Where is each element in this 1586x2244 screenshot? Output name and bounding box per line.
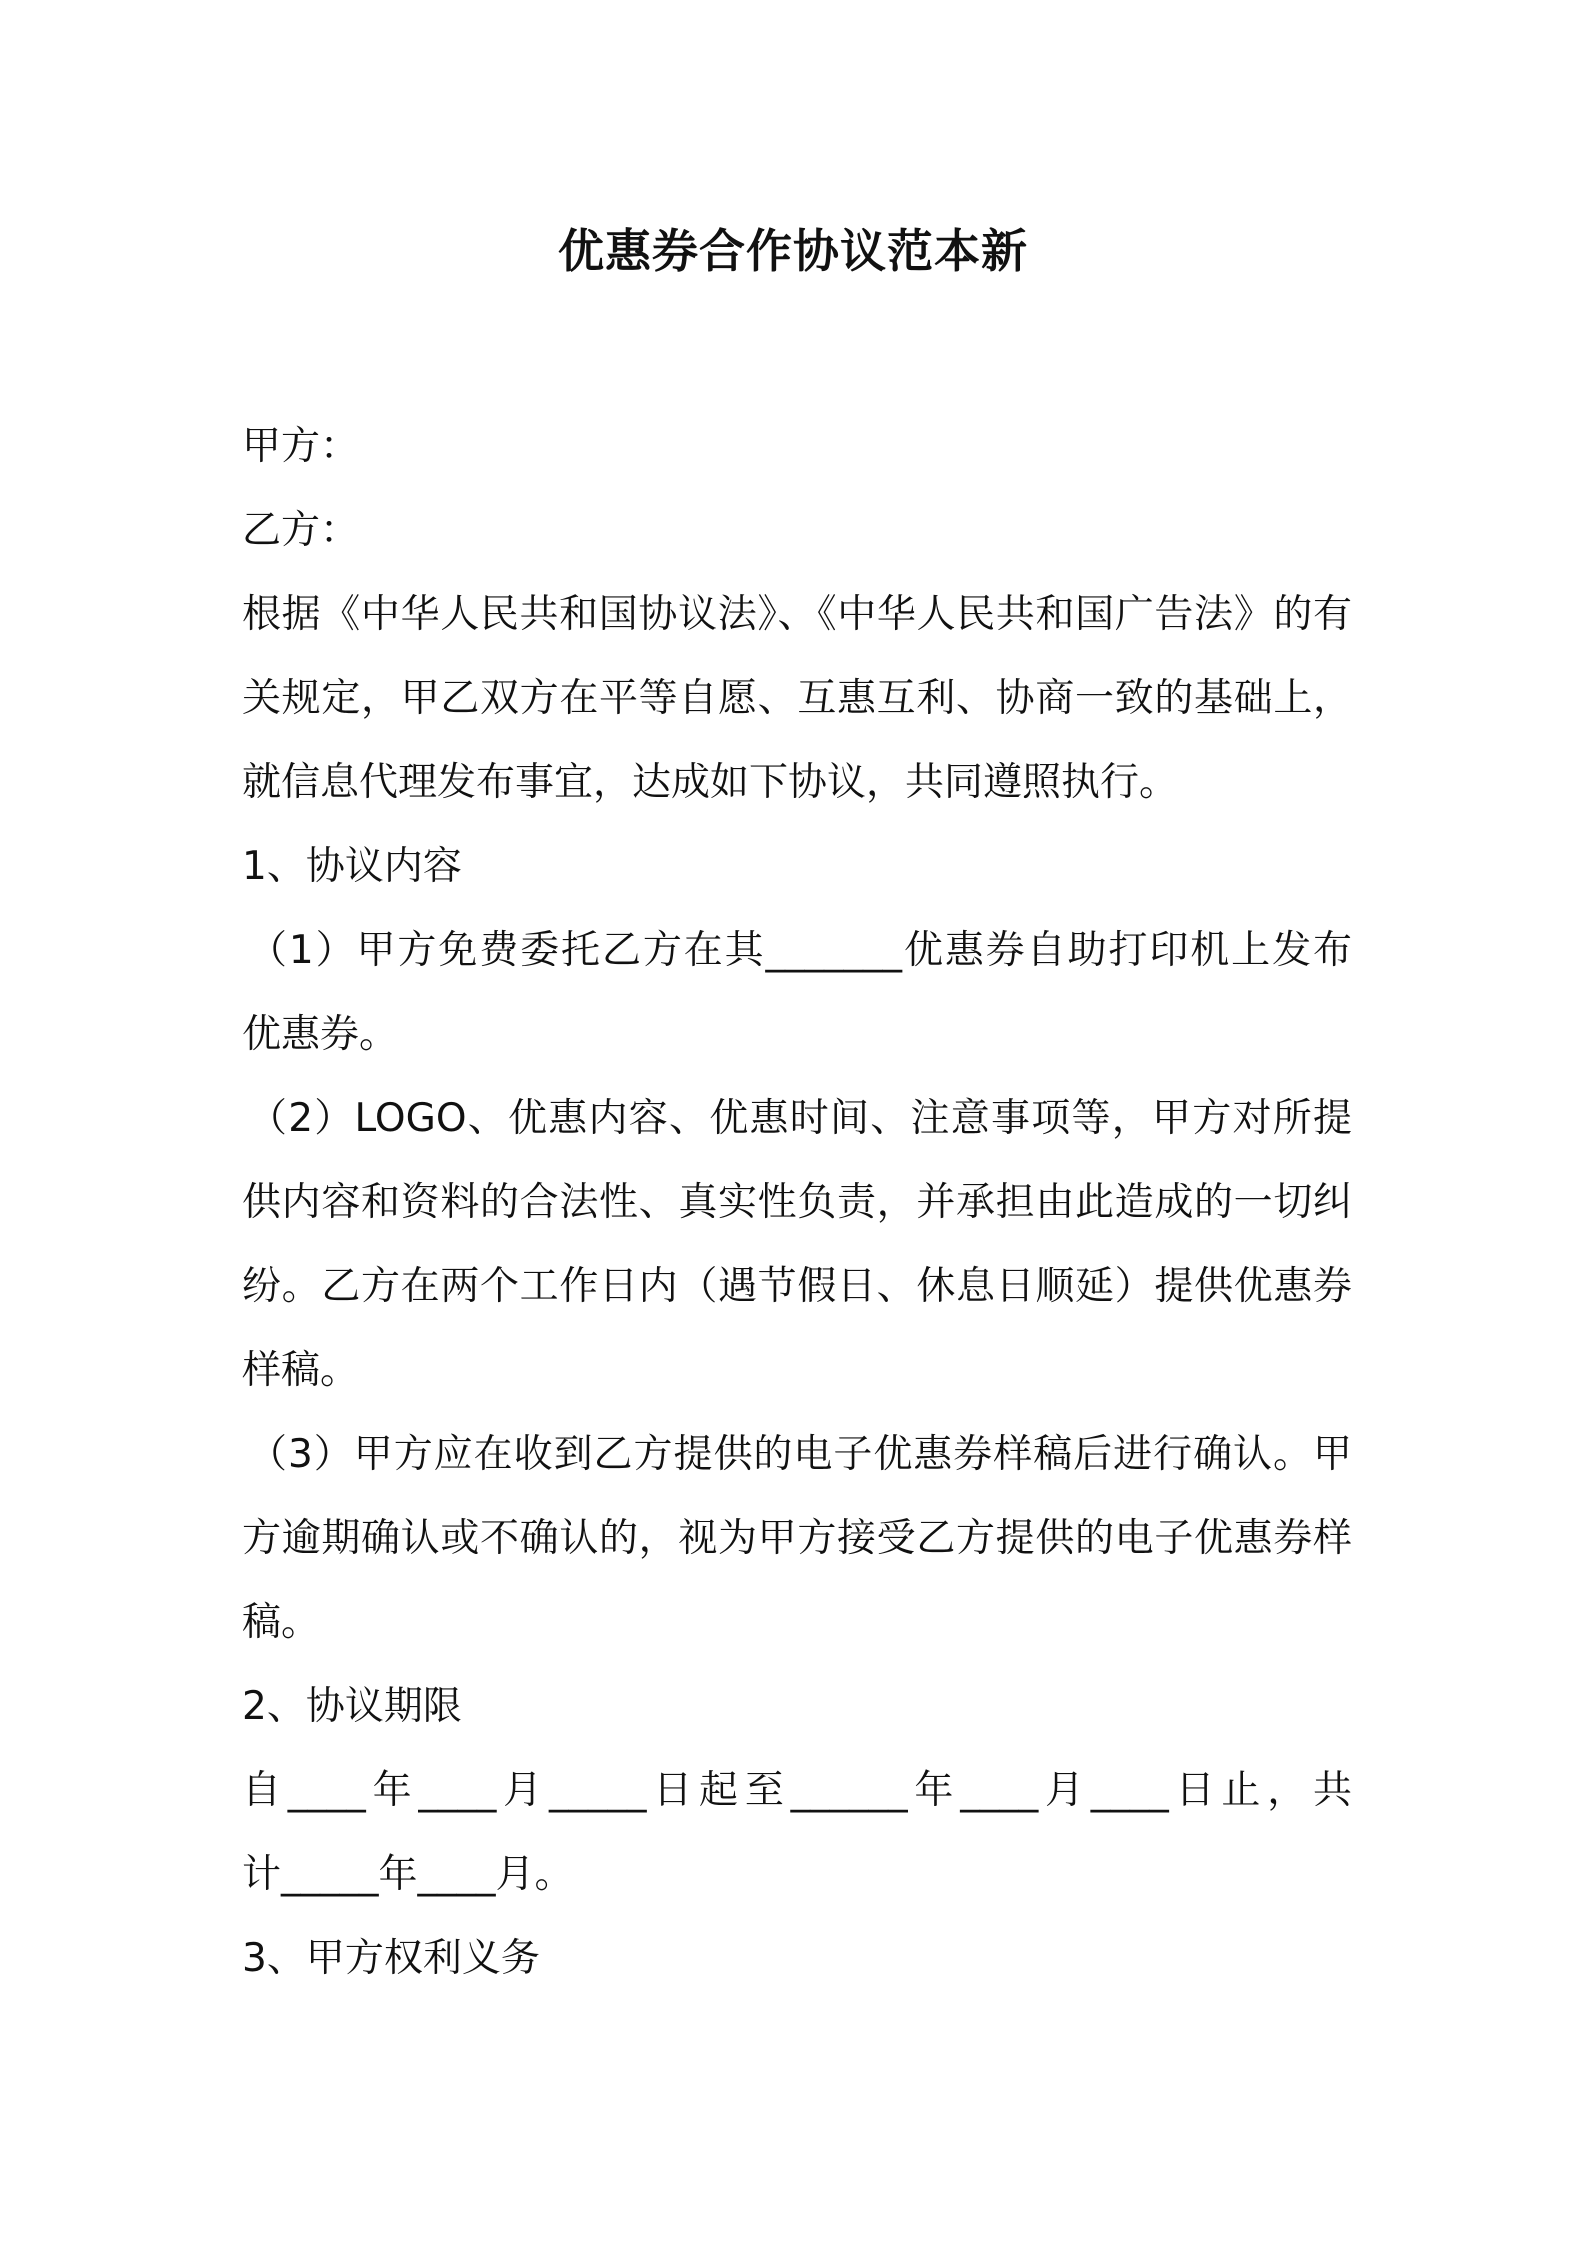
clause-1-2-line-4: 样稿。 [242, 1348, 360, 1393]
clause-1-1-line-1: （1）甲方免费委托乙方在其_______优惠券自助打印机上发布 [248, 928, 1352, 973]
clause-1-3-line-1: （3）甲方应在收到乙方提供的电子优惠券样稿后进行确认。甲 [248, 1432, 1352, 1477]
term-line-1: 自____年____月_____日起至______年____月____日止，共 [242, 1768, 1352, 1813]
clause-1-3-line-3: 稿。 [242, 1600, 321, 1645]
party-a-line: 甲方： [242, 424, 360, 469]
clause-1-2-line-1: （2）LOGO、优惠内容、优惠时间、注意事项等，甲方对所提 [248, 1096, 1352, 1141]
term-line-2: 计_____年____月。 [242, 1852, 574, 1897]
clause-1-2-line-3: 纷。乙方在两个工作日内（遇节假日、休息日顺延）提供优惠券 [242, 1264, 1352, 1309]
party-b-line: 乙方： [242, 508, 360, 553]
clause-1-1-line-2: 优惠券。 [242, 1012, 399, 1057]
clause-1-2-line-2: 供内容和资料的合法性、真实性负责，并承担由此造成的一切纠 [242, 1180, 1352, 1225]
document-title: 优惠券合作协议范本新 [558, 224, 1028, 278]
section-2-heading: 2、协议期限 [242, 1684, 462, 1729]
preamble-line-3: 就信息代理发布事宜，达成如下协议，共同遵照执行。 [242, 760, 1179, 805]
preamble-line-1: 根据《中华人民共和国协议法》、《中华人民共和国广告法》的有 [242, 592, 1352, 637]
preamble-line-2: 关规定，甲乙双方在平等自愿、互惠互利、协商一致的基础上， [242, 676, 1352, 721]
section-1-heading: 1、协议内容 [242, 844, 462, 889]
section-3-heading: 3、甲方权利义务 [242, 1936, 540, 1981]
document-body [242, 405, 1352, 2001]
clause-1-3-line-2: 方逾期确认或不确认的，视为甲方接受乙方提供的电子优惠券样 [242, 1516, 1352, 1561]
